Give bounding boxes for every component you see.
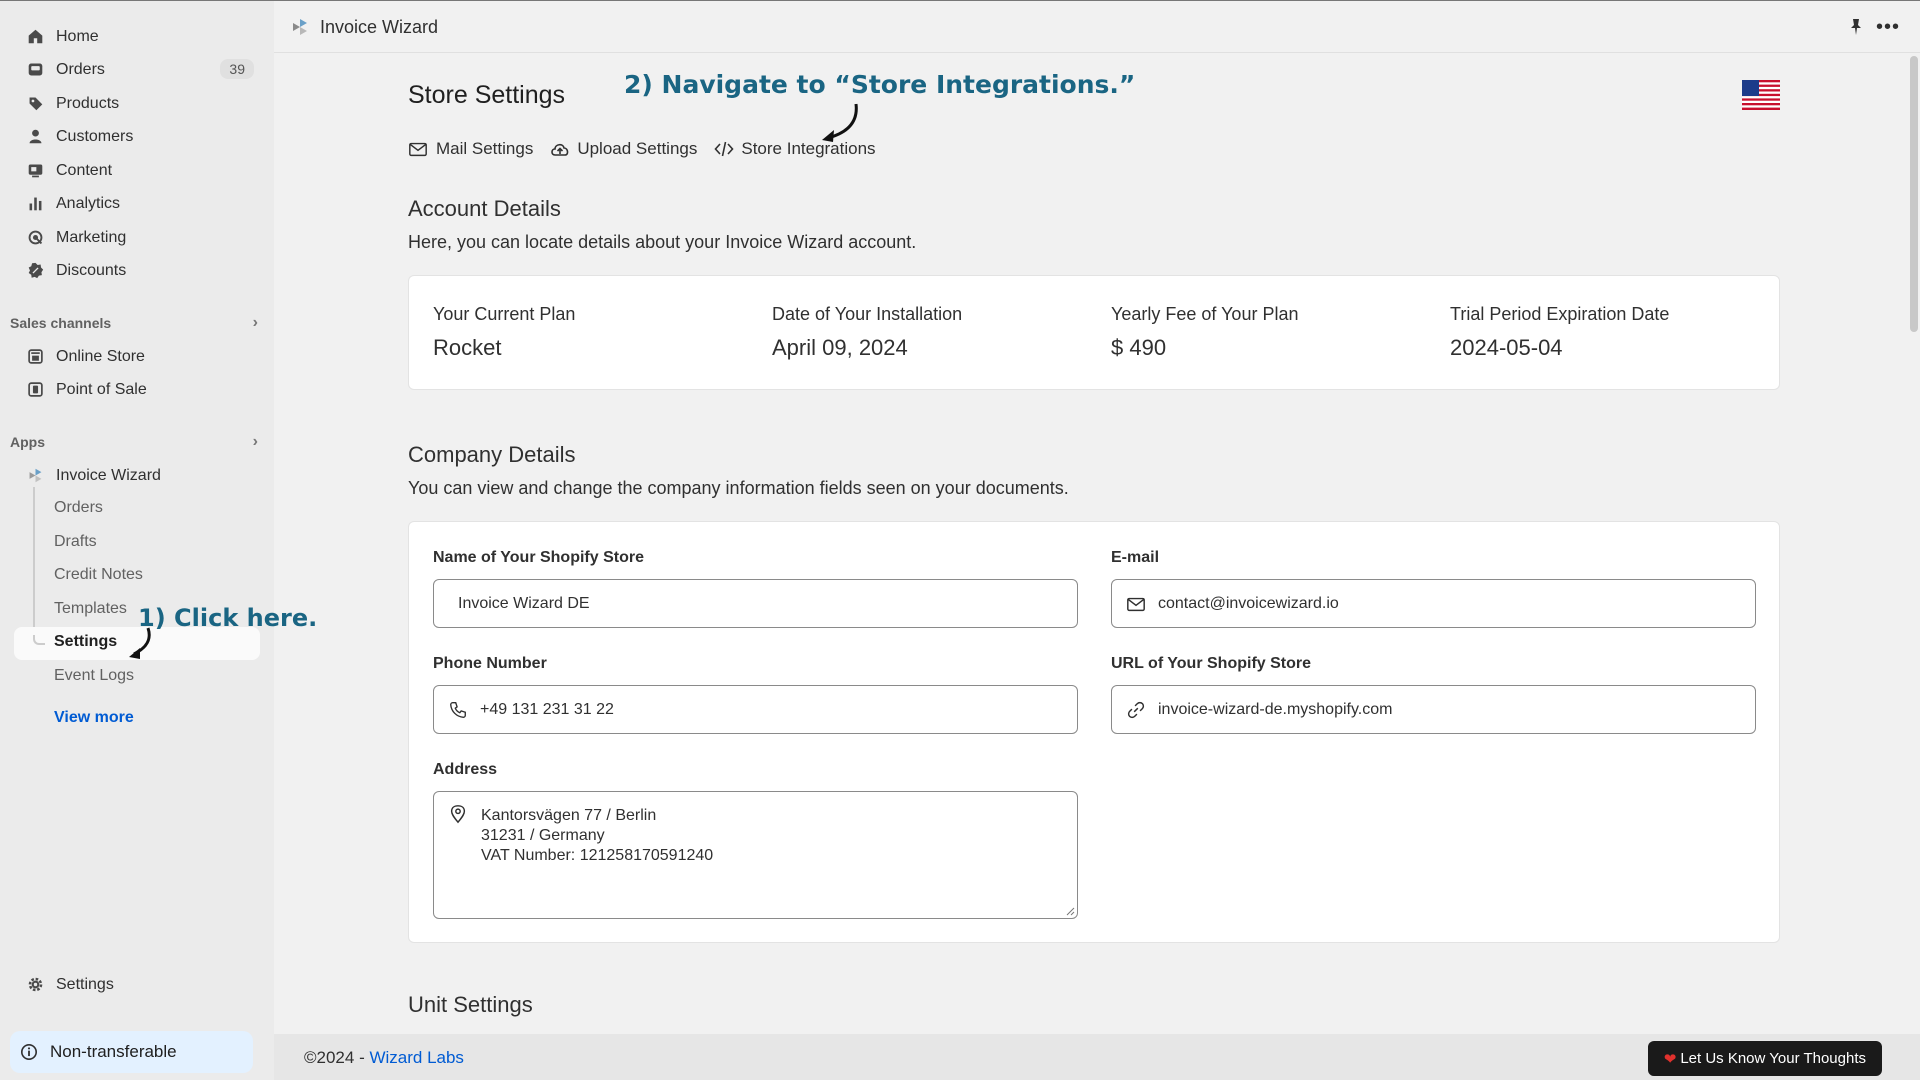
sidebar-subitem-credit-notes[interactable]: Credit Notes: [54, 566, 143, 583]
sidebar-item-label: Customers: [56, 127, 134, 145]
stat-trial-expiration: [1450, 304, 1669, 361]
view-more-link[interactable]: View more: [54, 709, 134, 726]
page-title: Store Settings: [408, 81, 566, 109]
sidebar-item-customers[interactable]: [14, 120, 260, 153]
link-icon: [1126, 700, 1146, 720]
address-label: Address: [433, 761, 498, 778]
mail-icon: [408, 138, 430, 160]
more-options-icon[interactable]: •••: [1875, 16, 1900, 38]
stat-yearly-fee: [1111, 304, 1298, 361]
invoice-wizard-logo-icon: [290, 17, 310, 37]
url-label: URL of Your Shopify Store: [1111, 655, 1312, 672]
sidebar-item-marketing[interactable]: [14, 221, 260, 254]
chevron-right-icon: ›: [252, 314, 258, 331]
footer: [274, 1034, 1920, 1080]
content-icon: [24, 160, 46, 182]
sidebar-item-label: Marketing: [56, 228, 127, 246]
sidebar-item-label: Home: [56, 27, 99, 45]
sidebar-item-label: Orders: [56, 60, 105, 78]
address-textarea[interactable]: [433, 791, 1078, 919]
store-name-value: Invoice Wizard DE: [458, 594, 590, 612]
sidebar-subitem-orders[interactable]: Orders: [54, 499, 103, 516]
annotation-arrow-icon: [126, 624, 166, 664]
settings-tabs: [408, 138, 876, 160]
cloud-upload-icon: [549, 138, 571, 160]
address-lines: [481, 806, 713, 866]
tab-label: Upload Settings: [577, 139, 698, 158]
sidebar-subitem-drafts[interactable]: Drafts: [54, 533, 97, 550]
phone-icon: [448, 700, 468, 720]
info-icon: [20, 1043, 40, 1061]
address-line: Kantorsvägen 77 / Berlin: [481, 807, 657, 824]
sidebar-item-invoice-wizard[interactable]: [14, 459, 260, 492]
sidebar-item-label: Point of Sale: [56, 380, 147, 398]
stat-value: Rocket: [433, 335, 502, 360]
sidebar-item-label: Products: [56, 94, 120, 112]
stat-label: Yearly Fee of Your Plan: [1111, 304, 1299, 324]
phone-value: +49 131 231 31 22: [480, 700, 614, 718]
phone-input[interactable]: [433, 685, 1078, 734]
email-label: E-mail: [1111, 549, 1160, 566]
sidebar-subitem-event-logs[interactable]: Event Logs: [54, 667, 135, 684]
company-details-card: [408, 521, 1780, 943]
url-value: invoice-wizard-de.myshopify.com: [1158, 700, 1393, 718]
stat-value: $ 490: [1111, 335, 1167, 360]
sidebar-item-online-store[interactable]: [14, 340, 260, 373]
stat-installation-date: [772, 304, 962, 361]
sidebar-item-label: Settings: [56, 975, 114, 993]
copyright-text: ©2024 -: [304, 1048, 370, 1067]
sidebar-item-label: Online Store: [56, 347, 145, 365]
sidebar-subitem-settings[interactable]: Settings: [54, 633, 118, 650]
email-value: contact@invoicewizard.io: [1158, 594, 1339, 612]
orders-icon: [24, 59, 46, 81]
pos-icon: [24, 379, 46, 401]
tab-mail-settings[interactable]: [408, 138, 533, 160]
tag-icon: [24, 93, 46, 115]
person-icon: [24, 126, 46, 148]
address-line: 31231 / Germany: [481, 827, 605, 844]
top-bar: [274, 0, 1920, 53]
account-details-description: Here, you can locate details about your Invoice Wizard account.: [408, 232, 917, 252]
tab-upload-settings[interactable]: [549, 138, 697, 160]
scrollbar-thumb[interactable]: [1910, 56, 1918, 332]
sidebar-item-home[interactable]: [14, 20, 260, 53]
apps-header[interactable]: [10, 430, 260, 454]
store-icon: [24, 346, 46, 368]
sidebar-item-orders[interactable]: [14, 53, 260, 86]
sidebar-item-label: Analytics: [56, 194, 121, 212]
tree-line: [33, 487, 35, 641]
unit-settings-title: Unit Settings: [408, 992, 533, 1017]
stat-label: Trial Period Expiration Date: [1450, 304, 1670, 324]
sidebar-item-products[interactable]: [14, 87, 260, 120]
store-name-label: Name of Your Shopify Store: [433, 549, 644, 566]
sidebar-item-label: Content: [56, 161, 113, 179]
us-flag-icon[interactable]: [1742, 80, 1780, 110]
sidebar-item-point-of-sale[interactable]: [14, 373, 260, 406]
stat-label: Your Current Plan: [433, 304, 576, 324]
feedback-button[interactable]: [1648, 1041, 1882, 1076]
sales-channels-heading: Sales channels: [10, 315, 112, 331]
company-details-title: Company Details: [408, 442, 576, 467]
invoice-wizard-logo-icon: [24, 465, 46, 487]
wizard-labs-link[interactable]: Wizard Labs: [369, 1048, 464, 1067]
sidebar-item-analytics[interactable]: [14, 187, 260, 220]
apps-heading: Apps: [10, 434, 45, 450]
discount-icon: [24, 260, 46, 282]
stat-current-plan: [433, 304, 575, 361]
sidebar-item-settings[interactable]: [14, 968, 260, 1001]
sidebar-item-discounts[interactable]: [14, 254, 260, 287]
pin-icon[interactable]: [1846, 17, 1866, 37]
location-pin-icon: [448, 804, 468, 824]
chevron-right-icon: ›: [252, 433, 258, 450]
target-icon: [24, 227, 46, 249]
sidebar-subitem-templates[interactable]: Templates: [54, 600, 127, 617]
gear-icon: [24, 974, 46, 996]
sidebar-item-label: Discounts: [56, 261, 127, 279]
stat-label: Date of Your Installation: [772, 304, 963, 324]
tab-label: Mail Settings: [436, 139, 534, 158]
mail-icon: [1126, 594, 1146, 614]
sidebar: [0, 0, 274, 1080]
stat-value: April 09, 2024: [772, 335, 908, 360]
sales-channels-header[interactable]: [10, 311, 260, 335]
email-input[interactable]: [1111, 579, 1756, 628]
tree-elbow: [33, 635, 45, 645]
url-input[interactable]: [1111, 685, 1756, 734]
annotation-step-1: 1) Click here.: [138, 604, 318, 632]
orders-count-badge: 39: [220, 59, 254, 79]
store-name-input[interactable]: [433, 579, 1078, 628]
address-line: VAT Number: 121258170591240: [481, 847, 714, 864]
non-transferable-banner[interactable]: [10, 1031, 253, 1073]
code-icon: [713, 138, 735, 160]
heart-icon: ❤: [1663, 1050, 1677, 1068]
company-details-description: You can view and change the company information fields seen on your documents.: [408, 478, 1069, 498]
footer-copyright: [304, 1048, 464, 1068]
app-title: Invoice Wizard: [320, 17, 439, 37]
tab-store-integrations[interactable]: [713, 138, 875, 160]
account-details-card: [408, 275, 1780, 390]
phone-label: Phone Number: [433, 655, 547, 672]
tab-label: Store Integrations: [741, 139, 876, 158]
home-icon: [24, 26, 46, 48]
non-transferable-label: Non-transferable: [50, 1042, 177, 1061]
stat-value: 2024-05-04: [1450, 335, 1563, 360]
account-details-title: Account Details: [408, 196, 561, 221]
sidebar-item-label: Invoice Wizard: [56, 466, 161, 484]
annotation-step-2: 2) Navigate to “Store Integrations.”: [624, 70, 1136, 99]
bar-chart-icon: [24, 193, 46, 215]
feedback-label: Let Us Know Your Thoughts: [1680, 1050, 1866, 1067]
sidebar-item-content[interactable]: [14, 154, 260, 187]
resize-handle-icon[interactable]: [1065, 906, 1075, 916]
